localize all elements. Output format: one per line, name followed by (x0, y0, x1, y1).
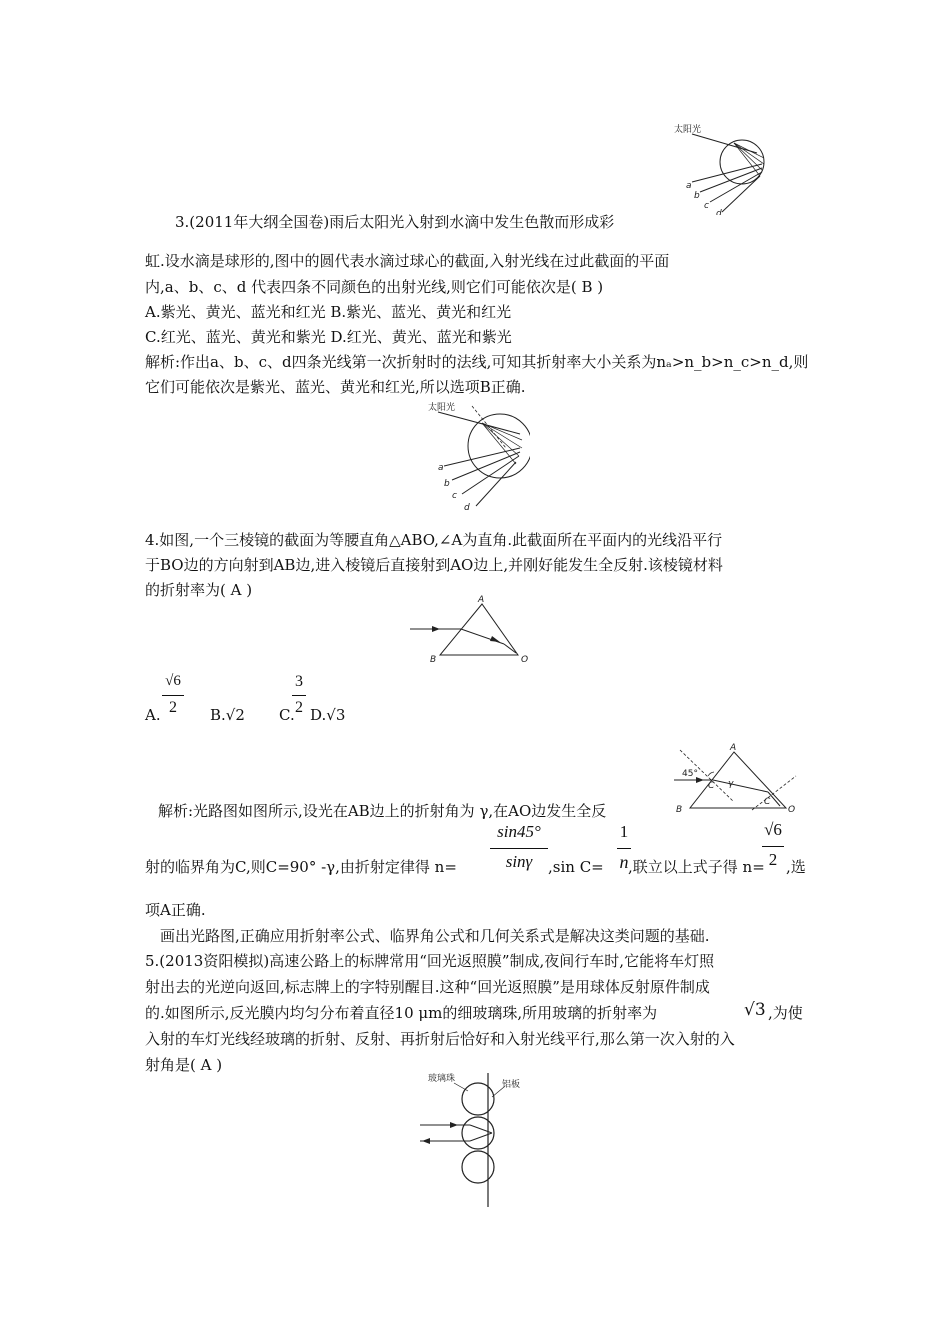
fraction-bar (162, 695, 184, 696)
prism-figure (400, 592, 560, 667)
glass-bead-label: 玻璃珠 (428, 1074, 456, 1084)
q4-result-fraction (760, 820, 786, 880)
q4-stem-line1: 4.如图,一个三棱镜的截面为等腰直角△ABO,∠A为直角.此截面所在平面内的光线沿平行 (145, 531, 723, 549)
q5-stem-line4: 入射的车灯光线经玻璃的折射、反射、再折射后恰好和入射光线平行,那么第一次入射的入 (145, 1030, 735, 1048)
q3-options-ab: A.紫光、黄光、蓝光和红光 B.紫光、蓝光、黄光和红光 (145, 303, 512, 321)
q3-analysis-line1: 解析:作出a、b、c、d四条光线第一次折射时的法线,可知其折射率大小关系为nₐ>n_b>n_c>n_d,则 (145, 353, 809, 371)
q4-analysis-line2-part4: ,选 (786, 858, 806, 876)
raindrop-solution-figure (420, 398, 530, 513)
vertex-label-o-solution: O (788, 805, 796, 815)
q4-stem-line3: 的折射率为( A ) (145, 581, 253, 599)
angle-label-c-critical: C (764, 797, 771, 807)
q4-analysis-line3: 项A正确. (145, 901, 206, 919)
q4-option-a-denominator: 2 (169, 699, 177, 716)
q4-analysis-line2-part3: ,联立以上式子得 n= (628, 858, 765, 876)
retroreflector-figure (410, 1067, 540, 1209)
ray-label-d: d (716, 209, 722, 215)
ray-label-b: b (694, 191, 700, 201)
q5-stem-line1: 5.(2013资阳模拟)高速公路上的标牌常用“回光返照膜”制成,夜间行车时,它能将车灯照 (145, 952, 715, 970)
q5-stem-line5: 射角是( A ) (145, 1056, 223, 1074)
angle-label-45: 45° (682, 769, 698, 779)
sun-label-solution: 太阳光 (428, 403, 456, 413)
ray-label-c-solution: c (452, 491, 457, 501)
vertex-label-b: B (430, 655, 437, 665)
ray-label-a-solution: a (438, 463, 444, 473)
q4-option-c-prefix: C. (279, 706, 295, 724)
ray-label-d-solution: d (464, 503, 470, 513)
q3-stem-line2: 虹.设水滴是球形的,图中的圆代表水滴过球心的截面,入射光线在过此截面的平面 (145, 252, 670, 270)
vertex-label-a-solution: A (730, 743, 737, 753)
vertex-label-o: O (521, 655, 529, 665)
fraction-bar (490, 848, 548, 849)
q4-option-a-fraction (160, 673, 186, 723)
q5-stem-line3-part1: 的.如图所示,反光膜内均匀分布着直径10 μm的细玻璃珠,所用玻璃的折射率为 (145, 1004, 658, 1022)
q3-options-cd: C.红光、蓝光、黄光和紫光 D.红光、黄光、蓝光和紫光 (145, 328, 512, 346)
q4-option-c-fraction (290, 673, 308, 723)
q4-option-c-denominator: 2 (295, 699, 303, 716)
q4-analysis-line2-part1: 射的临界角为C,则C=90° -γ,由折射定律得 n= (145, 858, 457, 876)
angle-label-gamma: γ (728, 779, 734, 789)
sun-label: 太阳光 (674, 125, 702, 135)
q5-stem-line3-part2: ,为使 (768, 1004, 803, 1022)
q3-analysis-line2: 它们可能依次是紫光、蓝光、黄光和红光,所以选项B正确. (145, 378, 526, 396)
q4-option-d: D.√3 (310, 706, 346, 724)
q4-tip: 画出光路图,正确应用折射率公式、临界角公式和几何关系式是解决这类问题的基础. (160, 927, 710, 945)
prism-solution-figure (668, 740, 818, 822)
q3-stem-line1: 3.(2011年大纲全国卷)雨后太阳光入射到水滴中发生色散而形成彩 (175, 213, 615, 231)
raindrop-figure-top (672, 120, 772, 215)
q4-option-a-prefix: A. (145, 706, 161, 724)
q4-analysis-line1: 解析:光路图如图所示,设光在AB边上的折射角为 γ,在AO边发生全反 (158, 802, 607, 820)
q4-critical-denominator: n (619, 852, 629, 872)
q3-stem-line3: 内,a、b、c、d 代表四条不同颜色的出射光线,则它们可能依次是( B ) (145, 278, 604, 296)
ray-label-b-solution: b (444, 479, 450, 489)
vertex-label-b-solution: B (676, 805, 683, 815)
ray-label-c: c (704, 201, 709, 211)
q4-option-c-numerator: 3 (295, 673, 303, 690)
vertex-label-a: A (478, 595, 485, 605)
q4-stem-line2: 于BO边的方向射到AB边,进入棱镜后直接射到AO边上,并刚好能发生全反射.该棱镜材料 (145, 556, 723, 574)
q5-stem-sqrt3: √3 (744, 1000, 766, 1020)
q4-critical-numerator: 1 (619, 822, 629, 841)
q5-stem-line2: 射出去的光逆向返回,标志牌上的字特别醒目.这种“回光返照膜”是用球体反射原件制成 (145, 978, 710, 996)
q4-result-numerator: √6 (764, 820, 782, 839)
q4-option-a-numerator: √6 (165, 673, 181, 689)
aluminum-plate-label: 铝板 (502, 1080, 521, 1090)
q4-option-b: B.√2 (210, 706, 245, 724)
q4-refraction-numerator: sin45° (497, 822, 541, 841)
fraction-bar (762, 846, 784, 847)
ray-label-a: a (686, 181, 692, 191)
fraction-bar (292, 695, 306, 696)
angle-label-c-incidence: C (708, 781, 715, 791)
q4-refraction-denominator: sinγ (505, 852, 533, 871)
fraction-bar (617, 848, 631, 849)
q4-refraction-fraction (490, 822, 548, 882)
q4-analysis-line2-part2: ,sin C= (548, 858, 604, 876)
q4-result-denominator: 2 (768, 850, 778, 869)
